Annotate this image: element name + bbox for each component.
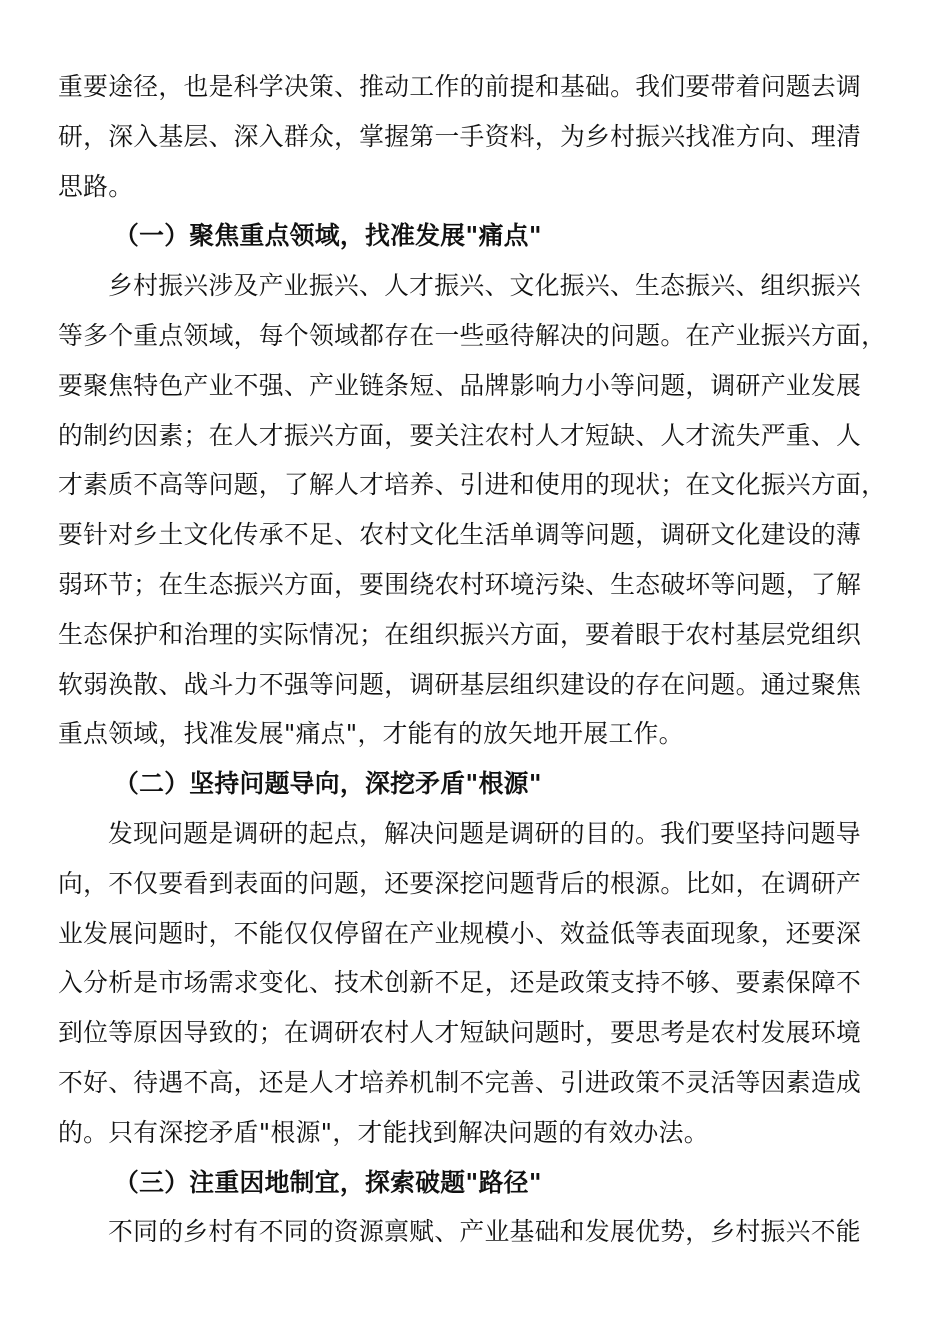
section-heading-2: （二）坚持问题导向，深挖矛盾"根源" bbox=[114, 769, 542, 799]
paragraph-section-2: 发现问题是调研的起点，解决问题是调研的目的。我们要坚持问题导 向，不仅要看到表面的问题，还要深挖问题背后的根源。比如，在调研产 业发展问题时，不能仅仅停留在产业规模小、效益低等表面现象，还要深 入分析是市场需求变化、技术创新不足，还是政策支持不够、要素保障不 到位等原因导致的；在调研农村人才短缺问题时，要思考是农村发展环境 不好、待遇不高，还是人才培养机制不完善、引进政策不灵活等因素造成 的。只有深挖矛盾"根源"，才能找到解决问题的有效办法。 bbox=[58, 818, 862, 1147]
paragraph-section-3: 不同的乡村有不同的资源禀赋、产业基础和发展优势，乡村振兴不能 bbox=[108, 1217, 861, 1247]
paragraph-section-1: 乡村振兴涉及产业振兴、人才振兴、文化振兴、生态振兴、组织振兴 等多个重点领域，每个领域都存在一些亟待解决的问题。在产业振兴方面， 要聚焦特色产业不强、产业链条短、品牌影响力小等问题，调研产业发展 的制约因素；在人才振兴方面，要关注农村人才短缺、人才流失严重、人 才素质不高等问题，了解人才培养、引进和使用的现状；在文化振兴方面， 要针对乡土文化传承不足、农村文化生活单调等问题，调研文化建设的薄 弱环节；在生态振兴方面，要围绕农村环境污染、生态破坏等问题，了解 生态保护和治理的实际情况；在组织振兴方面，要着眼于农村基层党组织 软弱涣散、战斗力不强等问题，调研基层组织建设的存在问题。通过聚焦 重点领域，找准发展"痛点"，才能有的放矢地开展工作。 bbox=[58, 271, 887, 749]
section-heading-1: （一）聚焦重点领域，找准发展"痛点" bbox=[114, 221, 542, 251]
section-heading-3: （三）注重因地制宜，探索破题"路径" bbox=[114, 1167, 542, 1197]
document-body bbox=[58, 62, 892, 1257]
paragraph-intro: 重要途径，也是科学决策、推动工作的前提和基础。我们要带着问题去调 研，深入基层、深入群众，掌握第一手资料，为乡村振兴找准方向、理清 思路。 bbox=[58, 72, 862, 201]
